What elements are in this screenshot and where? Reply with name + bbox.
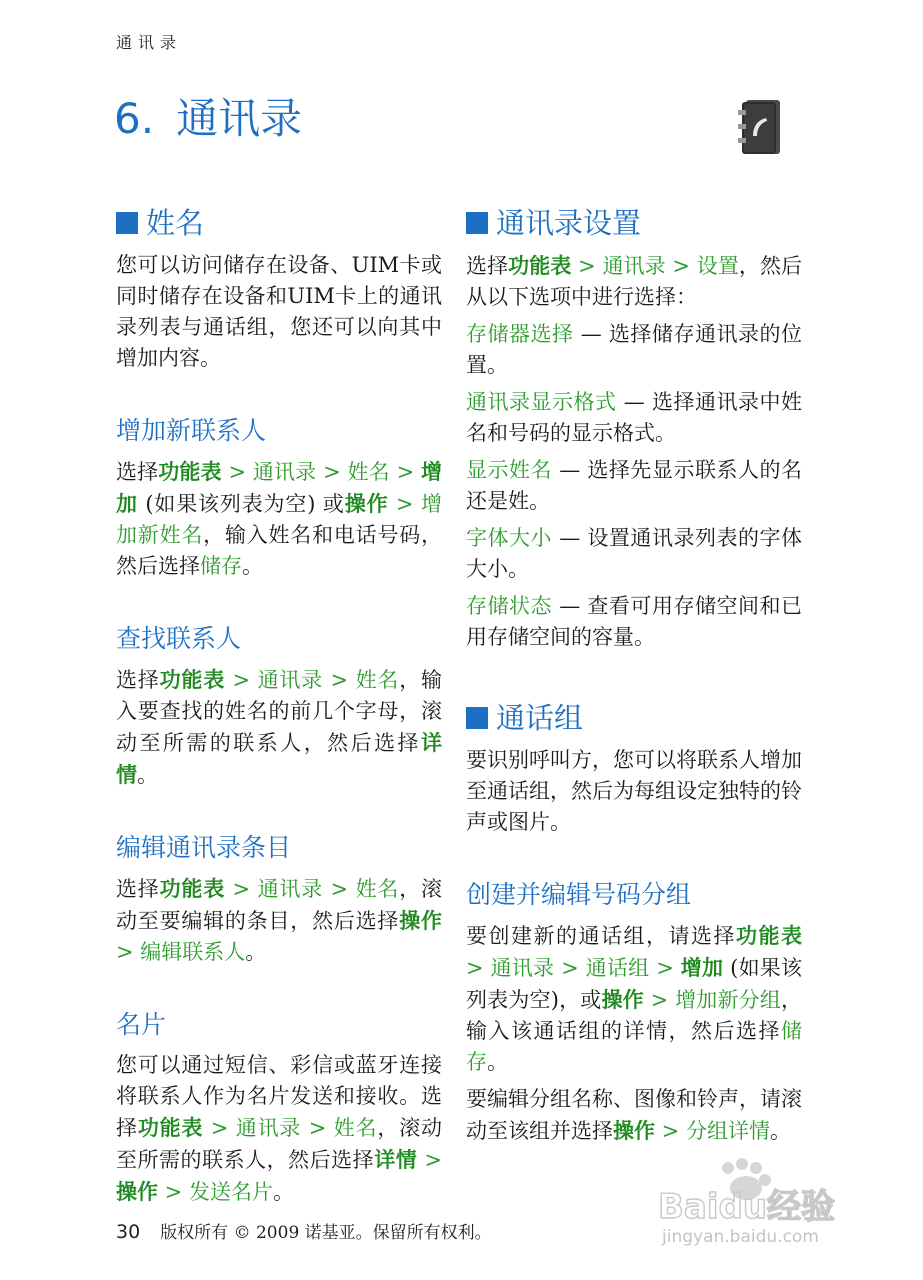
square-bullet-icon: [466, 707, 488, 729]
section-heading-names: 姓名: [116, 200, 442, 246]
section-heading-groups: 通话组: [466, 695, 802, 741]
paragraph-business-card: 您可以通过短信、彩信或蓝牙连接将联系人作为名片发送和接收。选择功能表 > 通讯录 > 姓名，滚动至所需的联系人，然后选择详情 > 操作 > 发送名片。: [116, 1053, 443, 1204]
right-column: [466, 200, 802, 1147]
settings-option-memory: 存储器选择 — 选择储存通讯录的位置。: [466, 322, 802, 377]
paragraph-find-contact: 选择功能表 > 通讯录 > 姓名，输入要查找的姓名的前几个字母，滚动至所需的联系人，然后选择详情。: [116, 667, 443, 787]
subheading-add-contact: 增加新联系人: [116, 416, 267, 445]
subheading-create-group: 创建并编辑号码分组: [466, 880, 692, 909]
subheading-find-contact: 查找联系人: [116, 624, 242, 653]
watermark-brand: Baidu经验: [658, 1187, 836, 1227]
copyright-notice: 版权所有 © 2009 诺基亚。保留所有权利。: [160, 1223, 492, 1243]
paragraph-groups: 要识别呼叫方，您可以将联系人增加至通话组，然后为每组设定独特的铃声或图片。: [466, 748, 802, 834]
settings-option-display-format: 通讯录显示格式 — 选择通讯录中姓名和号码的显示格式。: [466, 390, 803, 445]
watermark-url: jingyan.baidu.com: [662, 1227, 819, 1247]
subheading-business-card: 名片: [116, 1010, 167, 1039]
paragraph-edit-contact: 选择功能表 > 通讯录 > 姓名，滚动至要编辑的条目，然后选择操作 > 编辑联系人。: [116, 876, 443, 964]
paragraph-add-contact: 选择功能表 > 通讯录 > 姓名 > 增加 (如果该列表为空) 或操作 > 增加新姓名，输入姓名和电话号码，然后选择储存。: [116, 459, 443, 578]
paragraph-edit-group: 要编辑分组名称、图像和铃声，请滚动至该组并选择操作 > 分组详情。: [466, 1087, 802, 1143]
paragraph-names: 您可以访问储存在设备、UIM卡或同时储存在设备和UIM卡上的通讯录列表与通话组，您还可以向其中增加内容。: [116, 253, 442, 370]
chapter-title-text: 通讯录: [176, 94, 303, 143]
left-column: [116, 200, 442, 1208]
chapter-title: [114, 86, 302, 146]
section-heading-settings: 通讯录设置: [466, 200, 802, 246]
settings-option-show-name: 显示姓名 — 选择先显示联系人的名还是姓。: [466, 458, 802, 513]
square-bullet-icon: [116, 212, 138, 234]
page-number: 30: [116, 1221, 141, 1243]
baidu-watermark: [658, 1158, 838, 1248]
contacts-book-icon: [736, 98, 782, 156]
square-bullet-icon: [466, 212, 488, 234]
settings-option-memory-status: 存储状态 — 查看可用存储空间和已用存储空间的容量。: [466, 594, 802, 649]
running-header: 通讯录: [116, 33, 183, 52]
page-footer: [116, 1218, 492, 1243]
paragraph-settings-intro: 选择功能表 > 通讯录 > 设置，然后从以下选项中进行选择：: [466, 253, 803, 309]
subheading-edit-contact: 编辑通讯录条目: [116, 833, 292, 862]
settings-option-font-size: 字体大小 — 设置通讯录列表的字体大小。: [466, 526, 802, 581]
paragraph-create-group: 要创建新的通话组，请选择功能表 > 通讯录 > 通话组 > 增加 (如果该列表为空)，或操作 > 增加新分组，输入该通话组的详情，然后选择储存。: [466, 923, 803, 1074]
chapter-number: 6.: [114, 94, 155, 143]
